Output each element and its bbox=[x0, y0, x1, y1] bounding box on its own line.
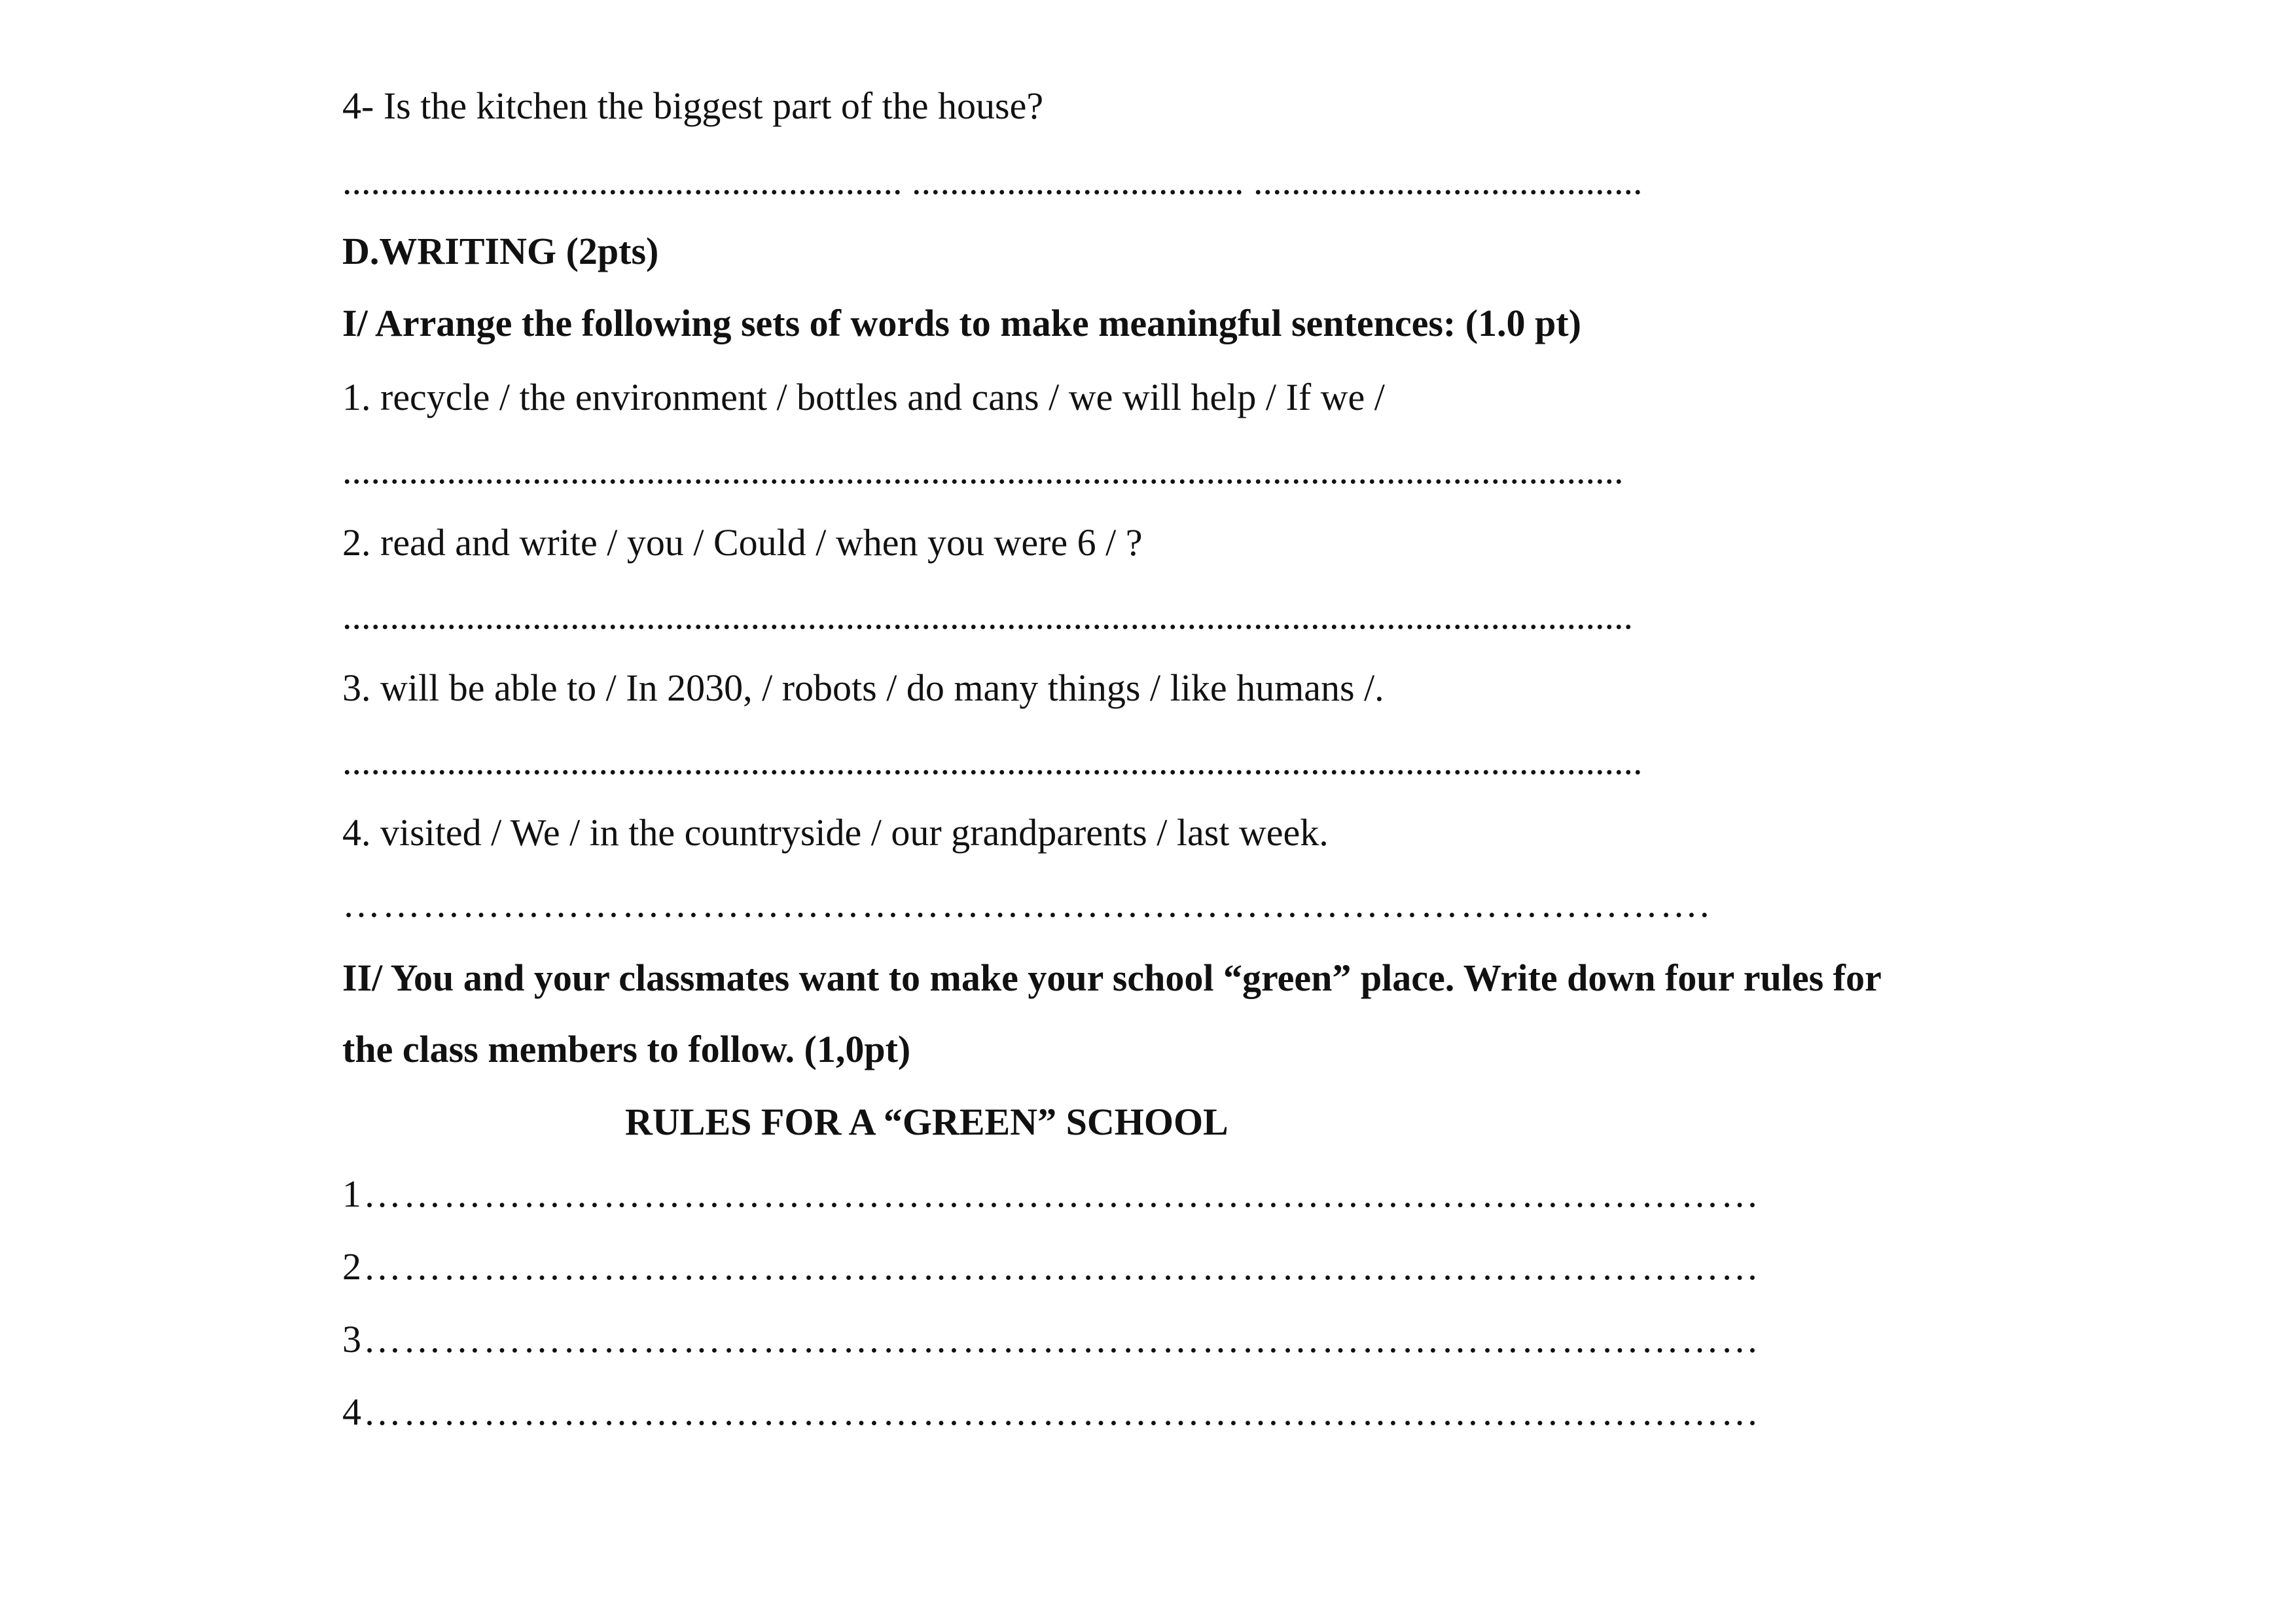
part1-item-3-prompt: 3. will be able to / In 2030, / robots / do many things / like humans /. bbox=[342, 666, 1384, 709]
question-4-answer-line[interactable]: ........................................................... ................................... ......................................... bbox=[342, 160, 1643, 202]
part2-instruction-line-1: II/ You and your classmates want to make your school “green” place. Write down four rules for bbox=[342, 957, 1882, 999]
part1-item-1-prompt: 1. recycle / the environment / bottles and cans / we will help / If we / bbox=[342, 376, 1385, 418]
rule-line-4[interactable]: 4…………………………………………………………………………………………… bbox=[342, 1391, 1761, 1433]
section-title: D.WRITING (2pts) bbox=[342, 230, 659, 272]
question-4-text: 4- Is the kitchen the biggest part of the house? bbox=[342, 84, 1044, 127]
part1-item-1-answer-line[interactable]: ....................................................................................................................................... bbox=[342, 449, 1624, 492]
part1-item-2-answer-line[interactable]: ........................................................................................................................................ bbox=[342, 594, 1633, 637]
part1-instruction: I/ Arrange the following sets of words to make meaningful sentences: (1.0 pt) bbox=[342, 302, 1581, 344]
part1-item-4-answer-line[interactable]: …………………………………………………………………………………………. bbox=[342, 883, 1712, 925]
part1-item-3-answer-line[interactable]: ......................................................................................................................................... bbox=[342, 740, 1643, 782]
part1-item-2-prompt: 2. read and write / you / Could / when you were 6 / ? bbox=[342, 521, 1143, 564]
part2-instruction-line-2: the class members to follow. (1,0pt) bbox=[342, 1028, 911, 1070]
rule-line-2[interactable]: 2…………………………………………………………………………………………… bbox=[342, 1245, 1761, 1288]
rule-line-1[interactable]: 1…………………………………………………………………………………………… bbox=[342, 1173, 1761, 1215]
part1-item-4-prompt: 4. visited / We / in the countryside / our grandparents / last week. bbox=[342, 811, 1329, 854]
rule-line-3[interactable]: 3…………………………………………………………………………………………… bbox=[342, 1318, 1761, 1360]
rules-title: RULES FOR A “GREEN” SCHOOL bbox=[625, 1101, 1229, 1143]
